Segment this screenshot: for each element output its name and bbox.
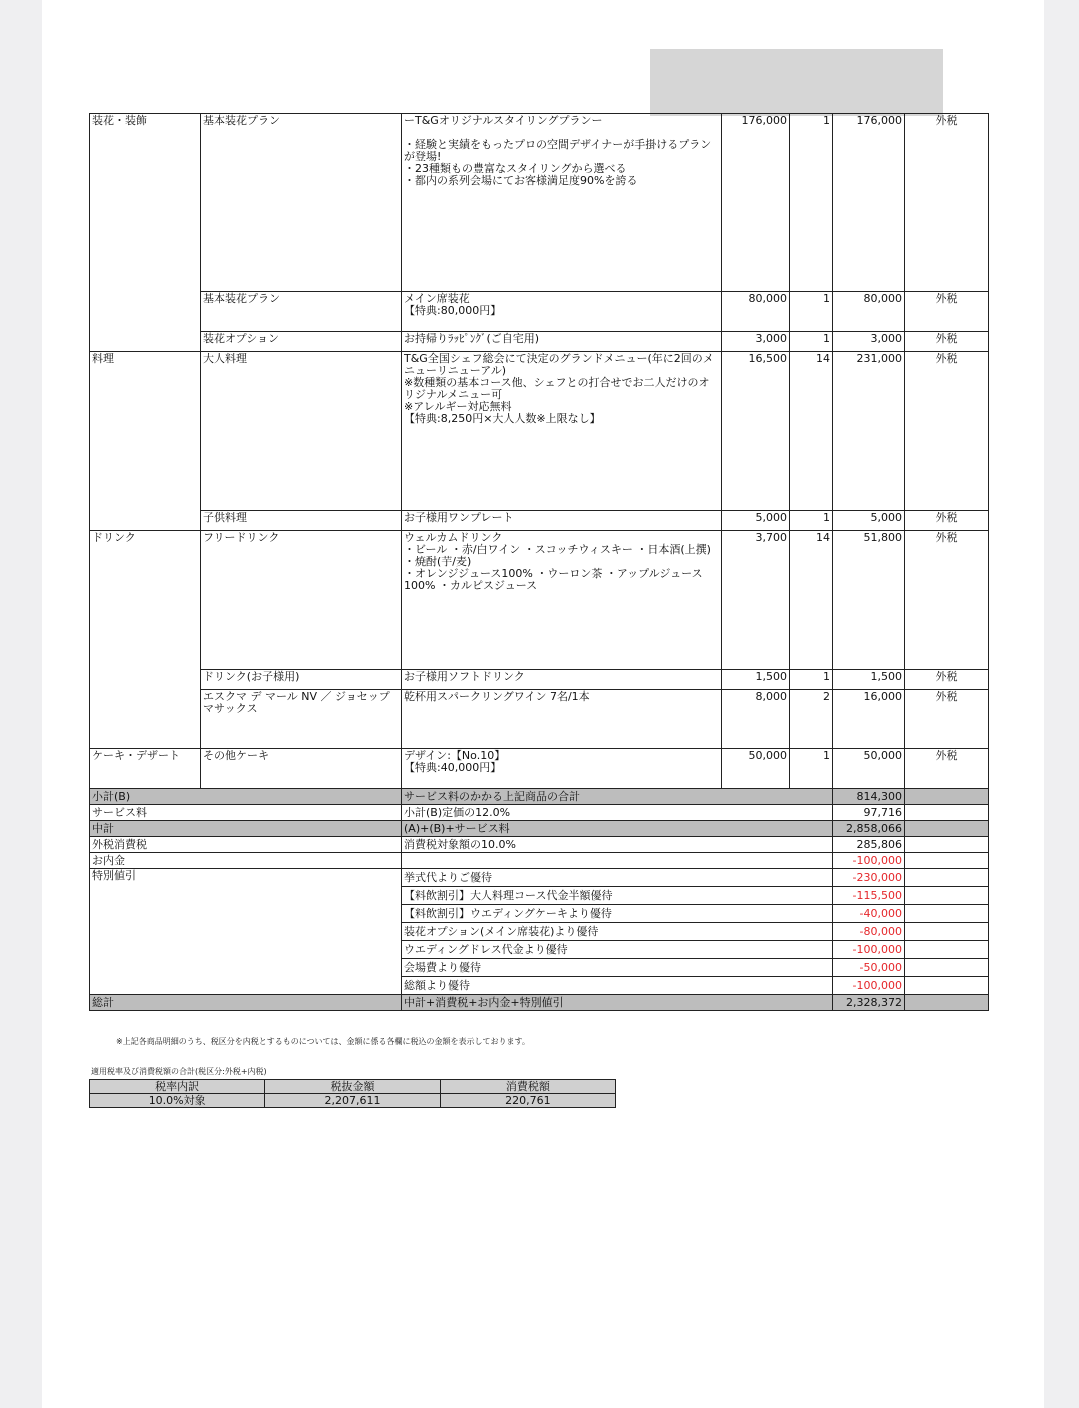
vat-row — [90, 837, 989, 853]
tax-summary-table — [89, 1079, 616, 1108]
amount: 1,500 — [833, 670, 905, 690]
discount-desc: 装花オプション(メイン席装花)より優待 — [402, 923, 833, 941]
item-description: T&G全国シェフ総会にて決定のグランドメニュー(年に2回のメニューリニューアル) ※数種類の基本コース他、シェフとの打合せでお二人だけのオリジナルメニュー可 ※アレルギー対応無料 【特典:8,250円×大人人数※上限なし】 — [402, 352, 722, 511]
item-name: エスクマ デ マール NV ／ ジョセップ マサックス — [201, 690, 402, 749]
discount-desc: 【料飲割引】ウエディングケーキより優待 — [402, 905, 833, 923]
total-desc: 中計+消費税+お内金+特別値引 — [402, 995, 833, 1011]
discount-row — [90, 869, 989, 887]
discount-value: -230,000 — [833, 869, 905, 887]
estimate-table — [89, 113, 989, 1011]
table-row — [90, 292, 989, 332]
unit-price: 5,000 — [722, 511, 790, 531]
tax-note: ※上記各商品明細のうち、税区分を内税とするものについては、金額に係る各欄に税込の金額を表示しております。 — [116, 1037, 530, 1046]
item-description: デザイン:【No.10】 【特典:40,000円】 — [402, 749, 722, 789]
table-row — [90, 690, 989, 749]
value-cell: 220,761 — [440, 1094, 615, 1108]
item-name: 基本装花プラン — [201, 114, 402, 292]
category-cell: ドリンク — [90, 531, 201, 749]
service-label: サービス料 — [90, 805, 402, 821]
unit-price: 176,000 — [722, 114, 790, 292]
category-cell: 料理 — [90, 352, 201, 531]
discount-value: -100,000 — [833, 977, 905, 995]
category-cell: 装花・装飾 — [90, 114, 201, 352]
tax-type: 外税 — [905, 114, 989, 292]
subtotal-label: 小計(B) — [90, 789, 402, 805]
quantity: 2 — [790, 690, 833, 749]
quantity: 14 — [790, 352, 833, 511]
quantity: 1 — [790, 511, 833, 531]
tax-type: 外税 — [905, 292, 989, 332]
discount-desc: 総額より優待 — [402, 977, 833, 995]
grand-total-row — [90, 995, 989, 1011]
item-description: メイン席装花 【特典:80,000円】 — [402, 292, 722, 332]
subtotal-value: 814,300 — [833, 789, 905, 805]
value-cell: 2,207,611 — [265, 1094, 440, 1108]
amount: 16,000 — [833, 690, 905, 749]
deposit-value: -100,000 — [833, 853, 905, 869]
middle-value: 2,858,066 — [833, 821, 905, 837]
deposit-row — [90, 853, 989, 869]
table-row — [90, 511, 989, 531]
table-row — [90, 749, 989, 789]
discount-label: 特別値引 — [90, 869, 402, 995]
discount-desc: 【料飲割引】大人料理コース代金半額優待 — [402, 887, 833, 905]
item-description: お子様用ワンプレート — [402, 511, 722, 531]
amount: 176,000 — [833, 114, 905, 292]
tax-type: 外税 — [905, 531, 989, 670]
discount-value: -100,000 — [833, 941, 905, 959]
amount: 51,800 — [833, 531, 905, 670]
quantity: 1 — [790, 292, 833, 332]
vat-desc: 消費税対象額の10.0% — [402, 837, 833, 853]
total-value: 2,328,372 — [833, 995, 905, 1011]
item-name: 装花オプション — [201, 332, 402, 352]
service-row — [90, 805, 989, 821]
total-label: 総計 — [90, 995, 402, 1011]
service-value: 97,716 — [833, 805, 905, 821]
item-name: フリードリンク — [201, 531, 402, 670]
middle-total-row — [90, 821, 989, 837]
deposit-label: お内金 — [90, 853, 402, 869]
discount-value: -50,000 — [833, 959, 905, 977]
tax-type: 外税 — [905, 511, 989, 531]
item-description: お子様用ソフトドリンク — [402, 670, 722, 690]
discount-desc: 会場費より優待 — [402, 959, 833, 977]
vat-label: 外税消費税 — [90, 837, 402, 853]
discount-value: -80,000 — [833, 923, 905, 941]
table-row — [90, 531, 989, 670]
unit-price: 80,000 — [722, 292, 790, 332]
tax-summary-header — [90, 1080, 616, 1094]
amount: 3,000 — [833, 332, 905, 352]
quantity: 1 — [790, 749, 833, 789]
tax-type: 外税 — [905, 690, 989, 749]
amount: 50,000 — [833, 749, 905, 789]
item-description: お持帰りﾗｯﾋﾟﾝｸﾞ(ご自宅用) — [402, 332, 722, 352]
discount-desc: ウエディングドレス代金より優待 — [402, 941, 833, 959]
value-cell: 10.0%対象 — [90, 1094, 265, 1108]
item-name: 大人料理 — [201, 352, 402, 511]
item-name: ドリンク(お子様用) — [201, 670, 402, 690]
redacted-area — [650, 49, 943, 116]
unit-price: 3,700 — [722, 531, 790, 670]
item-name: 子供料理 — [201, 511, 402, 531]
item-name: その他ケーキ — [201, 749, 402, 789]
discount-value: -40,000 — [833, 905, 905, 923]
service-desc: 小計(B)定価の12.0% — [402, 805, 833, 821]
quantity: 1 — [790, 114, 833, 292]
item-name: 基本装花プラン — [201, 292, 402, 332]
middle-desc: (A)+(B)+サービス料 — [402, 821, 833, 837]
quantity: 1 — [790, 332, 833, 352]
unit-price: 3,000 — [722, 332, 790, 352]
amount: 80,000 — [833, 292, 905, 332]
quantity: 14 — [790, 531, 833, 670]
discount-value: -115,500 — [833, 887, 905, 905]
header-cell: 税率内訳 — [90, 1080, 265, 1094]
amount: 231,000 — [833, 352, 905, 511]
category-cell: ケーキ・デザート — [90, 749, 201, 789]
middle-label: 中計 — [90, 821, 402, 837]
header-cell: 消費税額 — [440, 1080, 615, 1094]
subtotal-row — [90, 789, 989, 805]
unit-price: 8,000 — [722, 690, 790, 749]
subtotal-desc: サービス料のかかる上記商品の合計 — [402, 789, 833, 805]
unit-price: 16,500 — [722, 352, 790, 511]
table-row — [90, 670, 989, 690]
unit-price: 50,000 — [722, 749, 790, 789]
discount-desc: 挙式代よりご優待 — [402, 869, 833, 887]
tax-summary-row — [90, 1094, 616, 1108]
table-row — [90, 332, 989, 352]
tax-type: 外税 — [905, 670, 989, 690]
table-row — [90, 114, 989, 292]
item-description: ウェルカムドリンク ・ビール ・赤/白ワイン ・スコッチウィスキー ・日本酒(上撰) ・焼酎(芋/麦) ・オレンジジュース100% ・ウーロン茶 ・アップルジュース100% ・カルピスジュース — [402, 531, 722, 670]
table-row — [90, 352, 989, 511]
item-description: ーT&Gオリジナルスタイリングプランー ・経験と実績をもったプロの空間デザイナーが手掛けるプランが登場! ・23種類もの豊富なスタイリングから選べる ・都内の系列会場にてお客様満足度90%を誇る — [402, 114, 722, 292]
tax-type: 外税 — [905, 332, 989, 352]
amount: 5,000 — [833, 511, 905, 531]
vat-value: 285,806 — [833, 837, 905, 853]
header-cell: 税抜金額 — [265, 1080, 440, 1094]
unit-price: 1,500 — [722, 670, 790, 690]
tax-type: 外税 — [905, 352, 989, 511]
tax-summary-title: 適用税率及び消費税額の合計(税区分:外税+内税) — [91, 1067, 267, 1076]
quantity: 1 — [790, 670, 833, 690]
tax-type: 外税 — [905, 749, 989, 789]
item-description: 乾杯用スパークリングワイン 7名/1本 — [402, 690, 722, 749]
